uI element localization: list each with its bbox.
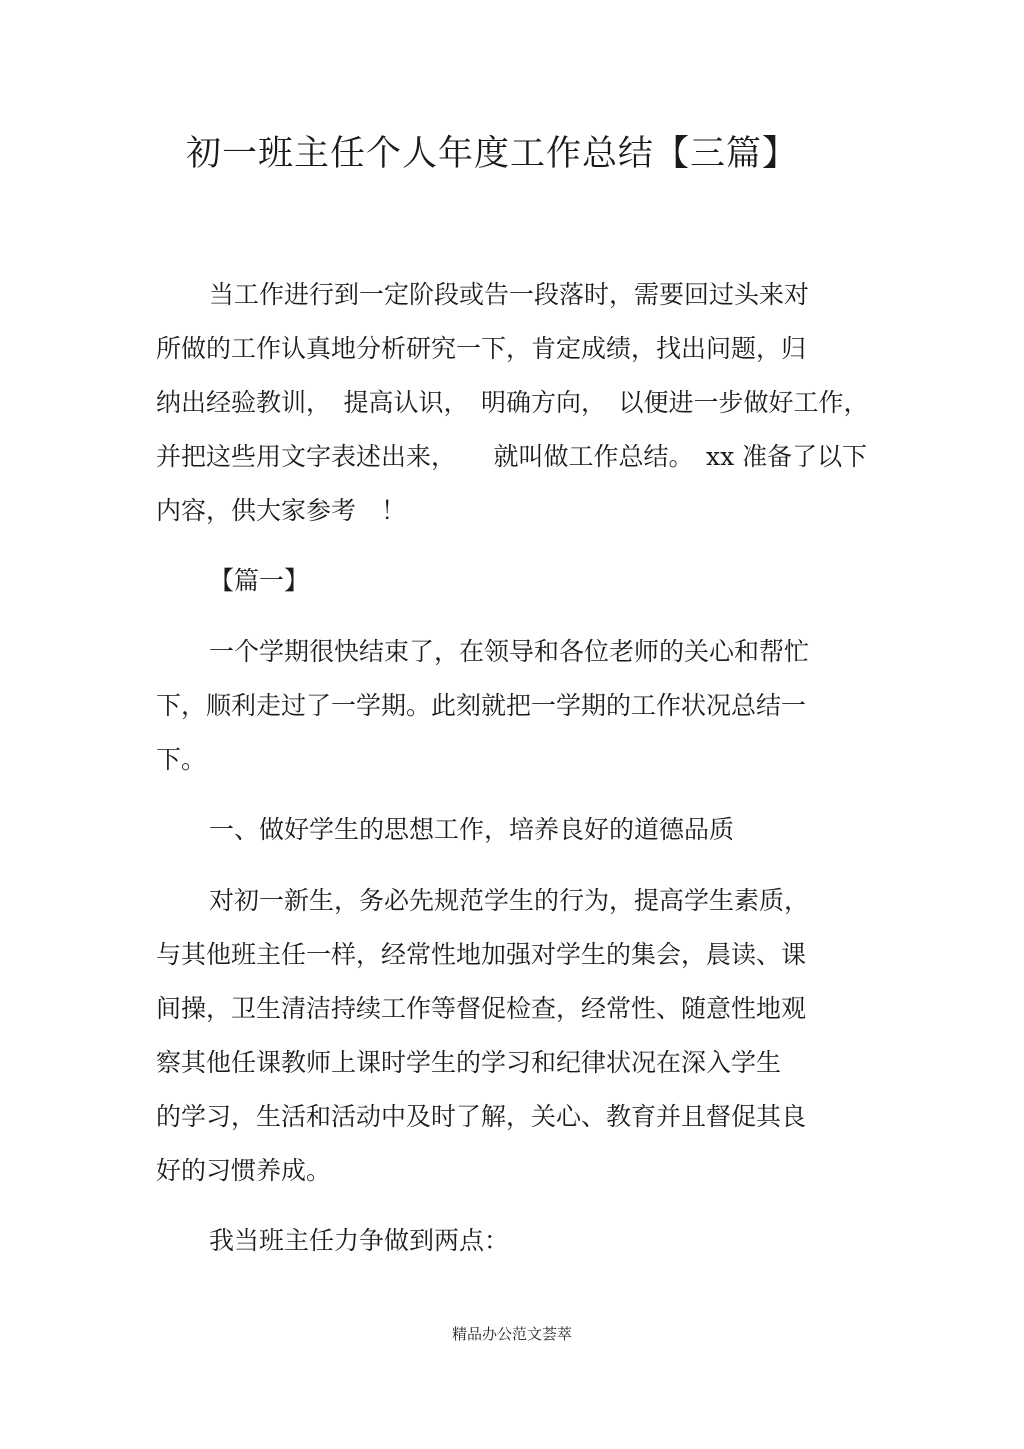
- paragraph-line: 察其他任课教师上课时学生的学习和纪律状况在深入学生: [156, 1048, 782, 1077]
- paragraph-line: 并把这些用文字表述出来， 就叫做工作总结。 xx 准备了以下: [156, 442, 868, 471]
- page-footer: 精品办公范文荟萃: [451, 1325, 572, 1343]
- paragraph-line: 一个学期很快结束了，在领导和各位老师的关心和帮忙: [209, 637, 810, 666]
- paragraph-line: 与其他班主任一样，经常性地加强对学生的集会，晨读、课: [156, 940, 807, 969]
- paragraph-line: 对初一新生，务必先规范学生的行为，提高学生素质，: [209, 886, 810, 915]
- paragraph-line: 所做的工作认真地分析研究一下，肯定成绩，找出问题，归: [156, 334, 807, 363]
- paragraph-line: 我当班主任力争做到两点：: [209, 1226, 510, 1255]
- paragraph-line: 的学习，生活和活动中及时了解，关心、教育并且督促其良: [156, 1102, 807, 1131]
- paragraph-line: 下，顺利走过了一学期。此刻就把一学期的工作状况总结一: [156, 691, 807, 720]
- paragraph-line: 好的习惯养成。: [156, 1156, 332, 1185]
- paragraph-line: 内容，供大家参考 ！: [156, 496, 407, 525]
- document-title: 初一班主任个人年度工作总结【三篇】: [186, 134, 799, 174]
- paragraph-line: 间操，卫生清洁持续工作等督促检查，经常性、随意性地观: [156, 994, 807, 1023]
- paragraph-line: 下。: [156, 745, 207, 774]
- section-heading: 【篇一】: [209, 566, 310, 595]
- subsection-heading: 一、做好学生的思想工作，培养良好的道德品质: [209, 815, 735, 844]
- paragraph-line: 当工作进行到一定阶段或告一段落时，需要回过头来对: [209, 280, 810, 309]
- paragraph-line: 纳出经验教训， 提高认识， 明确方向， 以便进一步做好工作，: [156, 388, 869, 417]
